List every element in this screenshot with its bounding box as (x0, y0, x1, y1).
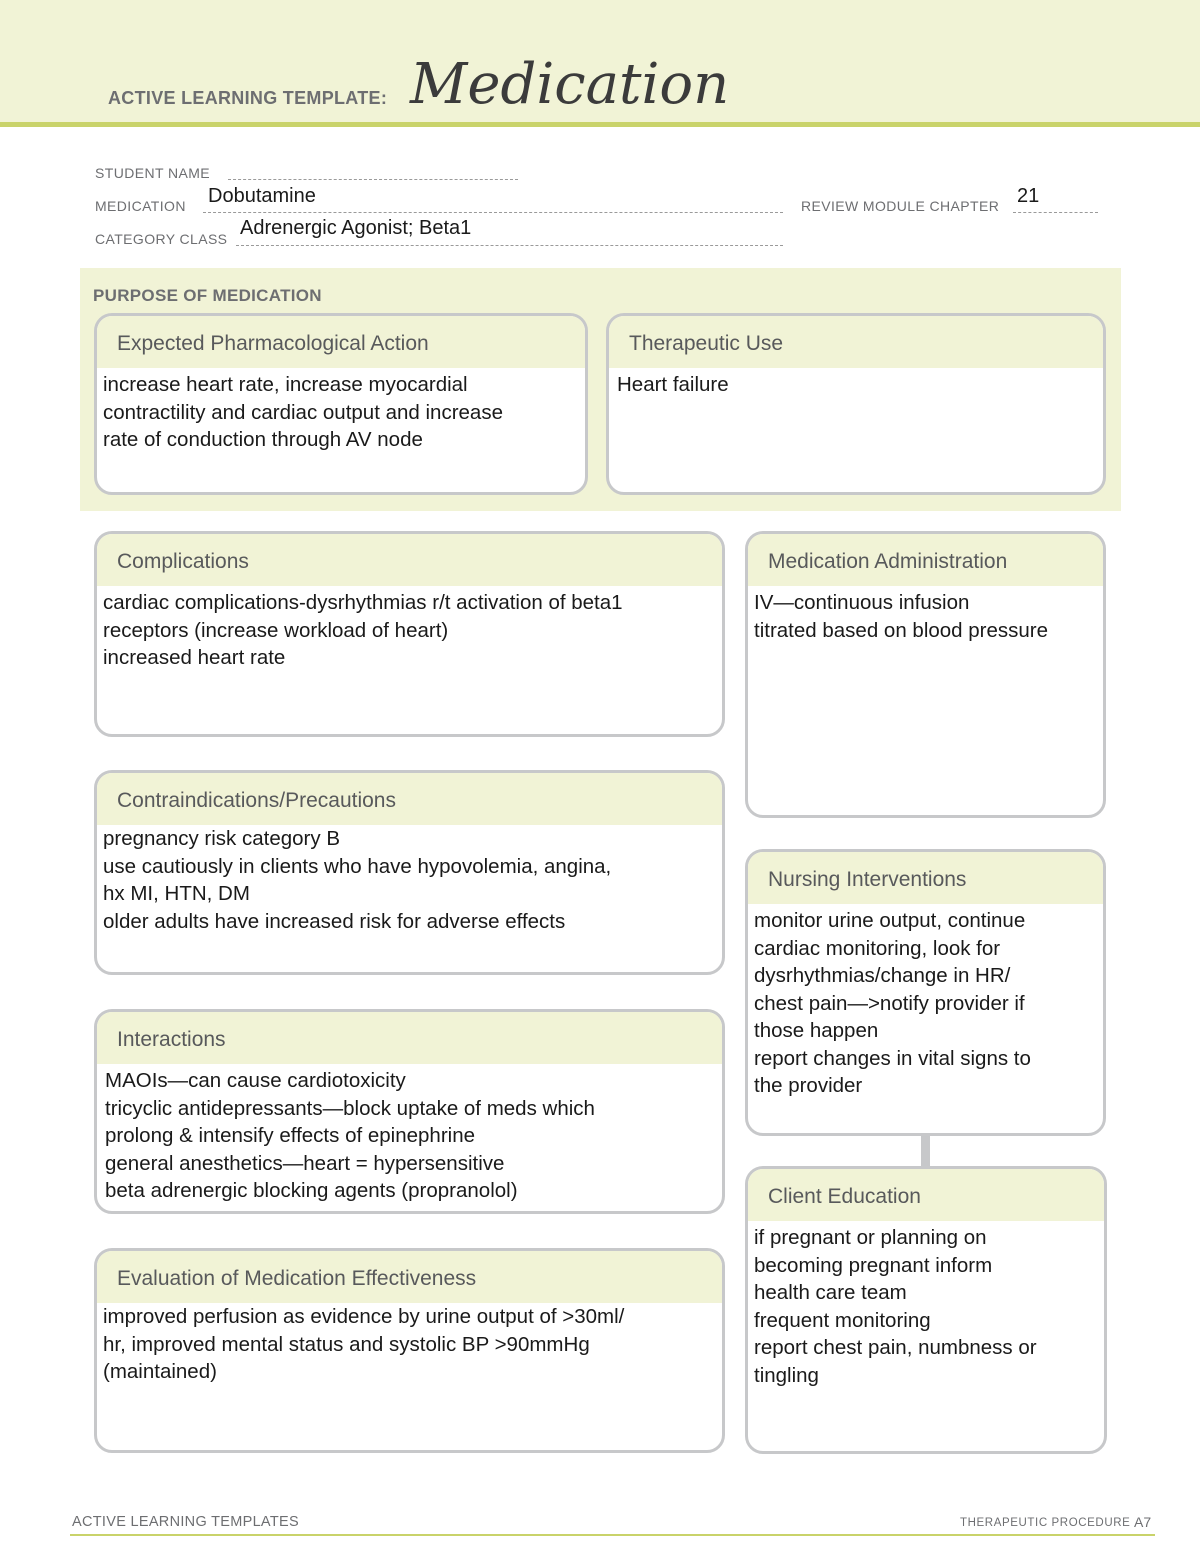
expected-action-title: Expected Pharmacological Action (97, 316, 585, 368)
complications-box[interactable] (94, 531, 725, 737)
nursing-interventions-body (748, 904, 1103, 1100)
interactions-line: general anesthetics—heart = hypersensitive (105, 1151, 505, 1175)
contraindications-body (97, 825, 722, 935)
evaluation-body (97, 1303, 722, 1386)
template-title: Medication (410, 52, 730, 117)
review-module-field[interactable]: 21 (1017, 185, 1040, 207)
expected-action-line: rate of conduction through AV node (103, 428, 423, 451)
contraindications-line: pregnancy risk category B (103, 827, 341, 850)
interactions-body (97, 1064, 722, 1205)
therapeutic-use-body (609, 368, 1103, 399)
nursing-interventions-line: monitor urine output, continue (754, 909, 1026, 932)
category-class-label: CATEGORY CLASS (95, 231, 228, 247)
review-module-label: REVIEW MODULE CHAPTER (801, 198, 1000, 214)
category-class-field[interactable]: Adrenergic Agonist; Beta1 (240, 217, 472, 239)
medication-administration-body (748, 586, 1103, 644)
medication-administration-box[interactable] (745, 531, 1106, 818)
therapeutic-use-box[interactable] (606, 313, 1106, 495)
contraindications-title: Contraindications/Precautions (97, 773, 722, 825)
interactions-title: Interactions (97, 1012, 722, 1064)
client-education-line: health care team (754, 1281, 907, 1304)
client-education-line: becoming pregnant inform (754, 1253, 993, 1277)
expected-action-line: increase heart rate, increase myocardial (103, 373, 468, 396)
nursing-interventions-box[interactable] (745, 849, 1106, 1136)
complications-line: increased heart rate (103, 646, 286, 669)
interactions-line: tricyclic antidepressants—block uptake of meds which (105, 1096, 595, 1120)
review-module-line (1013, 211, 1098, 213)
evaluation-title: Evaluation of Medication Effectiveness (97, 1251, 722, 1303)
contraindications-line: use cautiously in clients who have hypovolemia, angina, (103, 854, 612, 878)
contraindications-line: older adults have increased risk for adverse effects (103, 909, 566, 933)
category-class-line (236, 244, 783, 246)
footer-rule (70, 1534, 1155, 1536)
client-education-body (748, 1221, 1104, 1389)
complications-title: Complications (97, 534, 722, 586)
contraindications-box[interactable] (94, 770, 725, 975)
interactions-line: prolong & intensify effects of epinephrine (105, 1124, 476, 1147)
nursing-interventions-line: report changes in vital signs to (754, 1046, 1031, 1070)
complications-line: cardiac complications-dysrhythmias r/t activation of beta1 (103, 591, 623, 614)
footer-left-label: ACTIVE LEARNING TEMPLATES (72, 1514, 299, 1530)
evaluation-line: improved perfusion as evidence by urine output of >30ml/ (103, 1305, 625, 1328)
client-education-title: Client Education (748, 1169, 1104, 1221)
medication-field[interactable]: Dobutamine (208, 185, 316, 207)
evaluation-box[interactable] (94, 1248, 725, 1453)
client-education-line: tingling (754, 1363, 819, 1387)
expected-action-line: contractility and cardiac output and increase (103, 400, 503, 424)
client-education-line: frequent monitoring (754, 1308, 931, 1332)
expected-action-box[interactable] (94, 313, 588, 495)
interactions-box[interactable] (94, 1009, 725, 1214)
medication-administration-title: Medication Administration (748, 534, 1103, 586)
evaluation-line: hr, improved mental status and systolic BP >90mmHg (103, 1332, 590, 1356)
nursing-interventions-line: cardiac monitoring, look for (754, 936, 1001, 960)
connector-bar (921, 1135, 930, 1168)
nursing-interventions-title: Nursing Interventions (748, 852, 1103, 904)
footer-right-label: THERAPEUTIC PROCEDURE (960, 1517, 1131, 1529)
client-education-line: report chest pain, numbness or (754, 1336, 1037, 1359)
student-name-line (228, 178, 518, 180)
complications-line: receptors (increase workload of heart) (103, 618, 449, 642)
student-name-label: STUDENT NAME (95, 165, 210, 181)
therapeutic-use-title: Therapeutic Use (609, 316, 1103, 368)
client-education-box[interactable] (745, 1166, 1107, 1454)
expected-action-body (97, 368, 585, 454)
evaluation-line: (maintained) (103, 1360, 217, 1383)
interactions-line: MAOIs—can cause cardiotoxicity (105, 1069, 406, 1092)
nursing-interventions-line: dysrhythmias/change in HR/ (754, 964, 1011, 987)
medication-administration-line: IV—continuous infusion (754, 591, 970, 614)
contraindications-line: hx MI, HTN, DM (103, 882, 250, 905)
nursing-interventions-line: those happen (754, 1019, 879, 1042)
page-number: A7 (1134, 1514, 1152, 1530)
nursing-interventions-line: the provider (754, 1074, 863, 1097)
nursing-interventions-line: chest pain—>notify provider if (754, 991, 1025, 1015)
medication-administration-line: titrated based on blood pressure (754, 618, 1049, 642)
template-label: ACTIVE LEARNING TEMPLATE: (108, 88, 388, 108)
complications-body (97, 586, 722, 672)
header-rule (0, 122, 1200, 127)
interactions-line: beta adrenergic blocking agents (propranolol) (105, 1179, 518, 1202)
medication-label: MEDICATION (95, 198, 186, 214)
medication-line (203, 211, 783, 213)
purpose-label: PURPOSE OF MEDICATION (93, 286, 322, 305)
therapeutic-use-line: Heart failure (617, 373, 729, 396)
client-education-line: if pregnant or planning on (754, 1226, 987, 1249)
